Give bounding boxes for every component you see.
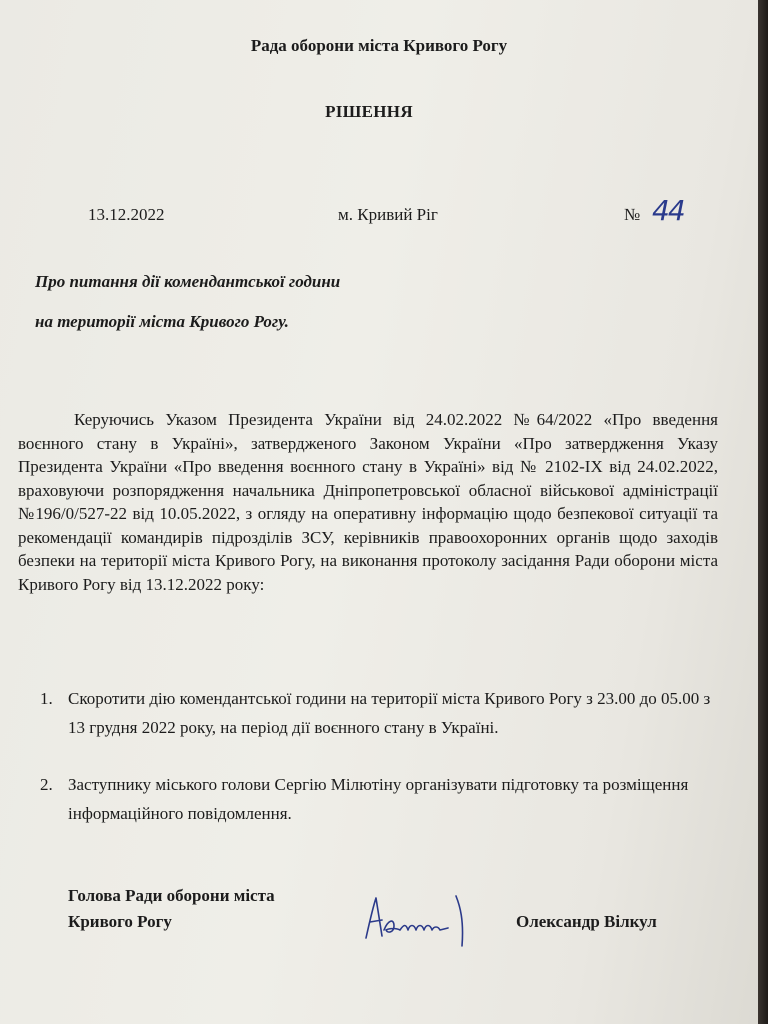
document-title: РІШЕННЯ: [325, 102, 413, 121]
list-item-number: 1.: [40, 689, 53, 708]
subject-line-1: Про питання дії комендантської години: [35, 272, 341, 291]
handwritten-number: 44: [652, 194, 684, 227]
decision-date: 13.12.2022: [88, 205, 165, 224]
list-item-text: Скоротити дію комендантської години на території міста Кривого Рогу з 23.00 до 05.00 з 13 грудня 2022 року, на період дії воєнного стану в Україні.: [68, 689, 711, 737]
list-item-number: 2.: [40, 775, 53, 794]
signatory-position-line-2: Кривого Рогу: [68, 912, 172, 931]
decision-city: м. Кривий Ріг: [338, 205, 438, 224]
council-name: Рада оборони міста Кривого Рогу: [250, 36, 508, 55]
preamble-paragraph: Керуючись Указом Президента України від 24.02.2022 №64/2022 «Про введення воєнного стану в Україні», затвердженого Законом України «Про затвердження Указу Президента України «Про введення воєнного стану в Україні» від № 2102-IX від 24.02.2022, враховуючи розпорядження начальника Дніпропетровської обласної військової адміністрації №196/0/527-22 від 10.05.2022, з огляду на оперативну інформацію щодо безпекової ситуації та рекомендації командирів підрозділів ЗСУ, керівників правоохоронних органів щодо заходів безпеки на території міста Кривого Рогу, на виконання протоколу засідання Ради оборони міста Кривого Рогу від 13.12.2022 року:: [18, 410, 718, 594]
number-label: №: [624, 205, 641, 224]
page-edge-shadow: [758, 0, 768, 1024]
list-item-text: Заступнику міського голови Сергію Мілютіну організувати підготовку та розміщення інформаційного повідомлення.: [68, 775, 689, 823]
signatory-name: Олександр Вілкул: [516, 912, 657, 931]
signatory-position-line-1: Голова Ради оборони міста: [68, 886, 275, 905]
handwritten-signature: [360, 890, 480, 950]
subject-line-2: на території міста Кривого Рогу.: [35, 312, 289, 331]
